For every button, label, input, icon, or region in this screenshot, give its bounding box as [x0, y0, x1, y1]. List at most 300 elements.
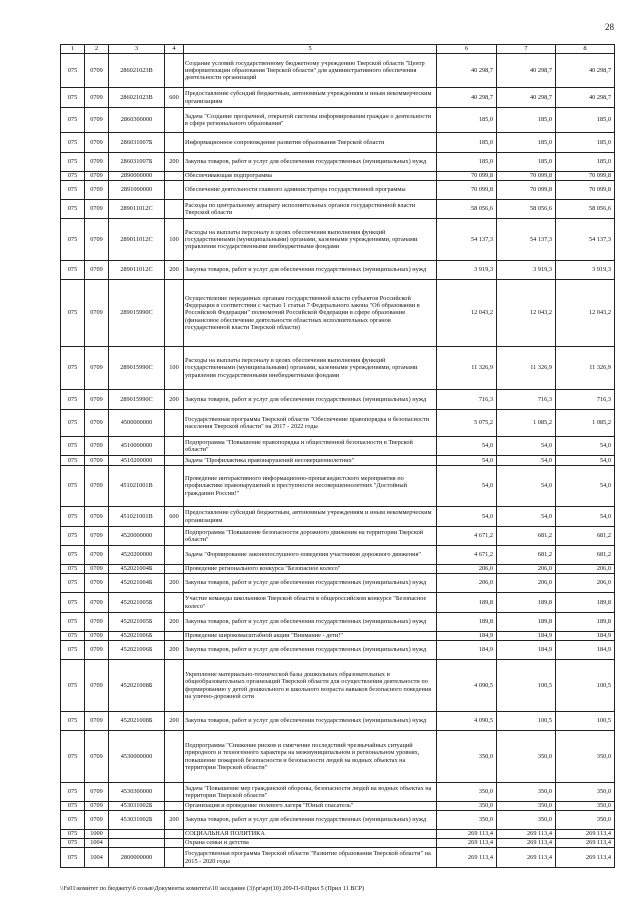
expense-type-cell — [165, 466, 184, 507]
amount-year1-cell: 269 113,4 — [437, 848, 497, 868]
amount-year3-cell: 40 298,7 — [556, 88, 615, 108]
amount-year1-cell: 12 043,2 — [437, 280, 497, 347]
expense-type-cell — [165, 848, 184, 868]
table-row — [61, 410, 615, 437]
table-row — [61, 712, 615, 731]
amount-year1-cell: 40 298,7 — [437, 54, 497, 88]
amount-year1-cell: 206,0 — [437, 565, 497, 574]
admin-code-cell: 075 — [61, 848, 85, 868]
admin-code-cell: 075 — [61, 593, 85, 613]
table-row — [61, 593, 615, 613]
amount-year3-cell: 54,0 — [556, 456, 615, 466]
description-cell: Охрана семьи и детства — [184, 839, 437, 848]
admin-code-cell: 075 — [61, 641, 85, 660]
admin-code-cell: 075 — [61, 347, 85, 390]
table-row — [61, 546, 615, 565]
section-code-cell: 0709 — [85, 437, 109, 456]
admin-code-cell: 075 — [61, 783, 85, 802]
section-code-cell: 0709 — [85, 731, 109, 783]
expense-type-cell: 200 — [165, 811, 184, 830]
admin-code-cell: 075 — [61, 88, 85, 108]
amount-year2-cell: 40 298,7 — [497, 54, 556, 88]
amount-year1-cell: 350,0 — [437, 811, 497, 830]
section-code-cell: 0709 — [85, 181, 109, 200]
expense-type-cell: 200 — [165, 390, 184, 410]
section-code-cell: 0709 — [85, 527, 109, 546]
amount-year1-cell: 350,0 — [437, 731, 497, 783]
admin-code-cell: 075 — [61, 632, 85, 641]
table-row — [61, 802, 615, 811]
amount-year3-cell: 269 113,4 — [556, 830, 615, 839]
amount-year1-cell: 54,0 — [437, 507, 497, 527]
budget-table — [60, 44, 615, 868]
description-cell: Подпрограмма "Повышение безопасности дорожного движения на территории Тверской области" — [184, 527, 437, 546]
section-code-cell: 0709 — [85, 811, 109, 830]
amount-year2-cell: 58 056,6 — [497, 200, 556, 219]
target-article-cell: 289011012С — [109, 219, 165, 261]
section-code-cell: 0709 — [85, 593, 109, 613]
description-cell: Государственная программа Тверской области "Развитие образования Тверской области" на 2015 - 2020 годы — [184, 848, 437, 868]
expense-type-cell — [165, 731, 184, 783]
amount-year1-cell: 189,8 — [437, 593, 497, 613]
amount-year2-cell: 100,5 — [497, 660, 556, 712]
admin-code-cell: 075 — [61, 410, 85, 437]
amount-year2-cell: 716,3 — [497, 390, 556, 410]
table-row — [61, 527, 615, 546]
expense-type-cell: 100 — [165, 219, 184, 261]
description-cell: Обеспечивающая подпрограмма — [184, 172, 437, 181]
expense-type-cell — [165, 108, 184, 133]
description-cell: Подпрограмма "Повышение правопорядка и общественной безопасности в Тверской области" — [184, 437, 437, 456]
description-cell: Закупка товаров, работ и услуг для обеспечения государственных (муниципальных) нужд — [184, 811, 437, 830]
column-header: 1 — [61, 45, 85, 54]
amount-year2-cell: 269 113,4 — [497, 848, 556, 868]
amount-year1-cell: 4 671,2 — [437, 546, 497, 565]
admin-code-cell: 075 — [61, 133, 85, 153]
table-row — [61, 172, 615, 181]
amount-year2-cell: 350,0 — [497, 811, 556, 830]
amount-year1-cell: 185,0 — [437, 133, 497, 153]
expense-type-cell — [165, 181, 184, 200]
target-article-cell: 2860300000 — [109, 108, 165, 133]
expense-type-cell — [165, 546, 184, 565]
table-row — [61, 88, 615, 108]
description-cell: Проведение регионального конкурса "Безопасное колесо" — [184, 565, 437, 574]
amount-year1-cell: 54,0 — [437, 456, 497, 466]
description-cell: Участие команды школьников Тверской области в общероссийском конкурсе "Безопасное колесо" — [184, 593, 437, 613]
amount-year3-cell: 350,0 — [556, 811, 615, 830]
table-row — [61, 830, 615, 839]
table-row — [61, 390, 615, 410]
amount-year2-cell: 54 137,3 — [497, 219, 556, 261]
amount-year1-cell: 4 090,5 — [437, 660, 497, 712]
section-code-cell: 0709 — [85, 280, 109, 347]
column-header: 8 — [556, 45, 615, 54]
target-article-cell: 452021006Б — [109, 632, 165, 641]
column-header: 3 — [109, 45, 165, 54]
section-code-cell: 0709 — [85, 200, 109, 219]
admin-code-cell: 075 — [61, 219, 85, 261]
table-row — [61, 54, 615, 88]
admin-code-cell: 075 — [61, 54, 85, 88]
amount-year1-cell: 70 099,8 — [437, 181, 497, 200]
expense-type-cell: 600 — [165, 507, 184, 527]
section-code-cell: 0709 — [85, 153, 109, 172]
expense-type-cell — [165, 839, 184, 848]
target-article-cell: 452021008Б — [109, 660, 165, 712]
admin-code-cell: 075 — [61, 437, 85, 456]
section-code-cell: 0709 — [85, 613, 109, 632]
amount-year2-cell: 206,0 — [497, 574, 556, 593]
admin-code-cell: 075 — [61, 731, 85, 783]
amount-year2-cell: 12 043,2 — [497, 280, 556, 347]
amount-year3-cell: 58 056,6 — [556, 200, 615, 219]
section-code-cell: 0709 — [85, 133, 109, 153]
section-code-cell: 0709 — [85, 712, 109, 731]
amount-year2-cell: 70 099,8 — [497, 181, 556, 200]
table-row — [61, 848, 615, 868]
column-header: 6 — [437, 45, 497, 54]
description-cell: Закупка товаров, работ и услуг для обеспечения государственных (муниципальных) нужд — [184, 574, 437, 593]
target-article-cell: 452021005Б — [109, 593, 165, 613]
amount-year3-cell: 189,8 — [556, 613, 615, 632]
expense-type-cell — [165, 660, 184, 712]
column-header: 2 — [85, 45, 109, 54]
amount-year3-cell: 70 099,8 — [556, 181, 615, 200]
amount-year1-cell: 350,0 — [437, 783, 497, 802]
amount-year3-cell: 100,5 — [556, 712, 615, 731]
amount-year3-cell: 54,0 — [556, 466, 615, 507]
expense-type-cell — [165, 200, 184, 219]
section-code-cell: 0709 — [85, 88, 109, 108]
amount-year3-cell: 681,2 — [556, 546, 615, 565]
section-code-cell: 0709 — [85, 802, 109, 811]
description-cell: Закупка товаров, работ и услуг для обеспечения государственных (муниципальных) нужд — [184, 261, 437, 280]
page-number: 28 — [605, 22, 614, 32]
admin-code-cell: 075 — [61, 466, 85, 507]
amount-year3-cell: 40 298,7 — [556, 54, 615, 88]
expense-type-cell — [165, 632, 184, 641]
target-article-cell: 452021008Б — [109, 712, 165, 731]
admin-code-cell: 075 — [61, 830, 85, 839]
target-article-cell: 2800000000 — [109, 848, 165, 868]
amount-year1-cell: 54 137,3 — [437, 219, 497, 261]
table-row — [61, 565, 615, 574]
admin-code-cell: 075 — [61, 613, 85, 632]
description-cell: Закупка товаров, работ и услуг для обеспечения государственных (муниципальных) нужд — [184, 613, 437, 632]
amount-year2-cell: 3 919,3 — [497, 261, 556, 280]
admin-code-cell: 075 — [61, 574, 85, 593]
section-code-cell: 0709 — [85, 456, 109, 466]
section-code-cell: 0709 — [85, 466, 109, 507]
table-row — [61, 839, 615, 848]
description-cell: Организация и проведение полевого лагеря "Юный спасатель" — [184, 802, 437, 811]
amount-year2-cell: 11 326,9 — [497, 347, 556, 390]
description-cell: Обеспечение деятельности главного администратора государственной программы — [184, 181, 437, 200]
admin-code-cell: 075 — [61, 660, 85, 712]
description-cell: СОЦИАЛЬНАЯ ПОЛИТИКА — [184, 830, 437, 839]
amount-year1-cell: 184,9 — [437, 641, 497, 660]
amount-year2-cell: 40 298,7 — [497, 88, 556, 108]
table-row — [61, 632, 615, 641]
expense-type-cell: 100 — [165, 347, 184, 390]
description-cell: Проведение интерактивного информационно-пропагандистского мероприятия по профилактике правонарушений и преступности несовершеннолетних "Достойный гражданин России!" — [184, 466, 437, 507]
amount-year2-cell: 54,0 — [497, 466, 556, 507]
section-code-cell: 0709 — [85, 410, 109, 437]
description-cell: Расходы на выплаты персоналу в целях обеспечения выполнения функций государственными (муниципальными) органами, казенными учреждениями, органами управления государственными внебюджетными фондами — [184, 347, 437, 390]
amount-year1-cell: 185,0 — [437, 108, 497, 133]
target-article-cell: 451021001В — [109, 507, 165, 527]
column-header: 5 — [184, 45, 437, 54]
target-article-cell: 289015990С — [109, 390, 165, 410]
admin-code-cell: 075 — [61, 565, 85, 574]
expense-type-cell — [165, 802, 184, 811]
target-article-cell — [109, 839, 165, 848]
amount-year3-cell: 185,0 — [556, 108, 615, 133]
amount-year3-cell: 269 113,4 — [556, 848, 615, 868]
table-row — [61, 574, 615, 593]
admin-code-cell: 075 — [61, 200, 85, 219]
section-code-cell: 0709 — [85, 660, 109, 712]
target-article-cell: 4510000000 — [109, 437, 165, 456]
amount-year2-cell: 1 085,2 — [497, 410, 556, 437]
section-code-cell: 1004 — [85, 848, 109, 868]
amount-year3-cell: 12 043,2 — [556, 280, 615, 347]
amount-year2-cell: 350,0 — [497, 802, 556, 811]
target-article-cell — [109, 830, 165, 839]
amount-year2-cell: 269 113,4 — [497, 830, 556, 839]
admin-code-cell: 075 — [61, 153, 85, 172]
expense-type-cell: 200 — [165, 641, 184, 660]
amount-year1-cell: 269 113,4 — [437, 830, 497, 839]
table-row — [61, 811, 615, 830]
amount-year3-cell: 206,0 — [556, 565, 615, 574]
expense-type-cell — [165, 456, 184, 466]
table-row — [61, 153, 615, 172]
description-cell: Закупка товаров, работ и услуг для обеспечения государственных (муниципальных) нужд — [184, 712, 437, 731]
amount-year1-cell: 4 090,5 — [437, 712, 497, 731]
amount-year1-cell: 58 056,6 — [437, 200, 497, 219]
table-row — [61, 613, 615, 632]
section-code-cell: 0709 — [85, 390, 109, 410]
description-cell: Закупка товаров, работ и услуг для обеспечения государственных (муниципальных) нужд — [184, 390, 437, 410]
target-article-cell: 4530000000 — [109, 731, 165, 783]
amount-year3-cell: 185,0 — [556, 153, 615, 172]
admin-code-cell: 075 — [61, 172, 85, 181]
admin-code-cell: 075 — [61, 390, 85, 410]
amount-year2-cell: 350,0 — [497, 731, 556, 783]
amount-year2-cell: 681,2 — [497, 546, 556, 565]
description-cell: Задача "Формирование законопослушного поведения участников дорожного движения" — [184, 546, 437, 565]
description-cell: Закупка товаров, работ и услуг для обеспечения государственных (муниципальных) нужд — [184, 153, 437, 172]
amount-year2-cell: 184,9 — [497, 632, 556, 641]
description-cell: Подпрограмма "Снижение рисков и смягчение последствий чрезвычайных ситуаций природного и техногенного характера на межмуниципальном и региональном уровнях, повышение пожарной безопасности и безопасности людей на водных объектах на территории Тверской области" — [184, 731, 437, 783]
expense-type-cell — [165, 565, 184, 574]
target-article-cell: 4520000000 — [109, 527, 165, 546]
section-code-cell: 0709 — [85, 172, 109, 181]
description-cell: Предоставление субсидий бюджетным, автономным учреждениям и иным некоммерческим организациям — [184, 507, 437, 527]
table-row — [61, 466, 615, 507]
section-code-cell: 0709 — [85, 632, 109, 641]
admin-code-cell: 075 — [61, 839, 85, 848]
section-code-cell: 0709 — [85, 54, 109, 88]
amount-year3-cell: 269 113,4 — [556, 839, 615, 848]
amount-year1-cell: 4 671,2 — [437, 527, 497, 546]
target-article-cell: 289015990С — [109, 347, 165, 390]
target-article-cell: 451021001В — [109, 466, 165, 507]
amount-year2-cell: 54,0 — [497, 437, 556, 456]
amount-year1-cell: 3 919,3 — [437, 261, 497, 280]
column-header: 4 — [165, 45, 184, 54]
amount-year3-cell: 206,0 — [556, 574, 615, 593]
amount-year2-cell: 184,9 — [497, 641, 556, 660]
amount-year3-cell: 3 919,3 — [556, 261, 615, 280]
target-article-cell: 452021006Б — [109, 641, 165, 660]
amount-year2-cell: 100,5 — [497, 712, 556, 731]
expense-type-cell — [165, 280, 184, 347]
amount-year3-cell: 1 085,2 — [556, 410, 615, 437]
amount-year1-cell: 185,0 — [437, 153, 497, 172]
amount-year1-cell: 716,3 — [437, 390, 497, 410]
amount-year2-cell: 189,8 — [497, 593, 556, 613]
amount-year2-cell: 189,8 — [497, 613, 556, 632]
amount-year1-cell: 350,0 — [437, 802, 497, 811]
table-row — [61, 507, 615, 527]
table-row — [61, 660, 615, 712]
amount-year3-cell: 184,9 — [556, 641, 615, 660]
amount-year2-cell: 350,0 — [497, 783, 556, 802]
target-article-cell: 453031002Б — [109, 802, 165, 811]
table-row — [61, 731, 615, 783]
amount-year3-cell: 54,0 — [556, 437, 615, 456]
description-cell: Государственная программа Тверской области "Обеспечение правопорядка и безопасности населения Тверской области" на 2017 - 2022 годы — [184, 410, 437, 437]
amount-year2-cell: 54,0 — [497, 507, 556, 527]
table-row — [61, 219, 615, 261]
admin-code-cell: 075 — [61, 280, 85, 347]
target-article-cell: 452021004Б — [109, 574, 165, 593]
section-code-cell: 0709 — [85, 347, 109, 390]
description-cell: Расходы по центральному аппарату исполнительных органов государственной власти Тверской области — [184, 200, 437, 219]
amount-year2-cell: 54,0 — [497, 456, 556, 466]
expense-type-cell: 200 — [165, 712, 184, 731]
amount-year3-cell: 185,0 — [556, 133, 615, 153]
target-article-cell: 289011012С — [109, 261, 165, 280]
amount-year1-cell: 11 326,9 — [437, 347, 497, 390]
admin-code-cell: 075 — [61, 802, 85, 811]
amount-year3-cell: 184,9 — [556, 632, 615, 641]
amount-year1-cell: 269 113,4 — [437, 839, 497, 848]
table-row — [61, 200, 615, 219]
table-header-row — [61, 45, 615, 54]
amount-year2-cell: 206,0 — [497, 565, 556, 574]
expense-type-cell — [165, 527, 184, 546]
target-article-cell: 286031007Б — [109, 153, 165, 172]
expense-type-cell: 200 — [165, 261, 184, 280]
amount-year3-cell: 70 099,8 — [556, 172, 615, 181]
amount-year1-cell: 54,0 — [437, 466, 497, 507]
amount-year2-cell: 70 099,8 — [497, 172, 556, 181]
admin-code-cell: 075 — [61, 507, 85, 527]
section-code-cell: 0709 — [85, 783, 109, 802]
amount-year3-cell: 100,5 — [556, 660, 615, 712]
table-row — [61, 641, 615, 660]
amount-year2-cell: 185,0 — [497, 133, 556, 153]
target-article-cell: 4500000000 — [109, 410, 165, 437]
amount-year2-cell: 185,0 — [497, 108, 556, 133]
admin-code-cell: 075 — [61, 108, 85, 133]
description-cell: Расходы на выплаты персоналу в целях обеспечения выполнения функций государственными (муниципальными) органами, казенными учреждениями, органами управления государственными внебюджетными фондами — [184, 219, 437, 261]
description-cell: Создание условий государственному бюджетному учреждению Тверской области "Центр информатизации образования Тверской области" для административного обеспечения деятельности организаций — [184, 54, 437, 88]
target-article-cell: 289015990С — [109, 280, 165, 347]
amount-year1-cell: 70 099,8 — [437, 172, 497, 181]
expense-type-cell — [165, 830, 184, 839]
amount-year3-cell: 716,3 — [556, 390, 615, 410]
section-code-cell: 0709 — [85, 219, 109, 261]
footer-file-path: \\Fs01\комитет по бюджету\6 созыв\Документы комитета\10 заседание (3)\pr\apr(10) 209-П-6\Прил 5 (Прил 11 ВСР) — [60, 885, 365, 892]
admin-code-cell: 075 — [61, 811, 85, 830]
expense-type-cell — [165, 593, 184, 613]
target-article-cell: 286031007Б — [109, 133, 165, 153]
amount-year3-cell: 350,0 — [556, 731, 615, 783]
section-code-cell: 0709 — [85, 565, 109, 574]
description-cell: Задача "Создание прозрачной, открытой системы информирования граждан о деятельности в сфере регионального образования" — [184, 108, 437, 133]
section-code-cell: 0709 — [85, 546, 109, 565]
target-article-cell: 4520200000 — [109, 546, 165, 565]
target-article-cell: 4530300000 — [109, 783, 165, 802]
description-cell: Предоставление субсидий бюджетным, автономным учреждениям и иным некоммерческим организациям — [184, 88, 437, 108]
amount-year3-cell: 54 137,3 — [556, 219, 615, 261]
amount-year3-cell: 189,8 — [556, 593, 615, 613]
section-code-cell: 0709 — [85, 641, 109, 660]
table-row — [61, 133, 615, 153]
expense-type-cell — [165, 410, 184, 437]
description-cell: Задача "Повышение мер гражданской обороны, безопасности людей на водных объектах на территории Тверской области" — [184, 783, 437, 802]
amount-year2-cell: 185,0 — [497, 153, 556, 172]
expense-type-cell: 600 — [165, 88, 184, 108]
amount-year1-cell: 184,9 — [437, 632, 497, 641]
table-row — [61, 261, 615, 280]
expense-type-cell — [165, 172, 184, 181]
expense-type-cell: 200 — [165, 153, 184, 172]
expense-type-cell: 200 — [165, 613, 184, 632]
table-row — [61, 108, 615, 133]
amount-year2-cell: 269 113,4 — [497, 839, 556, 848]
description-cell: Информационное сопровождение развития образования Тверской области — [184, 133, 437, 153]
section-code-cell: 0709 — [85, 507, 109, 527]
target-article-cell: 286021023В — [109, 88, 165, 108]
expense-type-cell — [165, 54, 184, 88]
amount-year2-cell: 681,2 — [497, 527, 556, 546]
amount-year1-cell: 5 075,2 — [437, 410, 497, 437]
section-code-cell: 1004 — [85, 839, 109, 848]
amount-year1-cell: 40 298,7 — [437, 88, 497, 108]
section-code-cell: 0709 — [85, 574, 109, 593]
expense-type-cell: 200 — [165, 574, 184, 593]
section-code-cell: 0709 — [85, 261, 109, 280]
description-cell: Укрепление материально-технической базы дошкольных образовательных и общеобразовательных организаций Тверской области для осуществления деятельности по формированию у детей дошкольного и школьного возраста навыков безопасного поведения на улично-дорожной сети — [184, 660, 437, 712]
admin-code-cell: 075 — [61, 712, 85, 731]
table-row — [61, 437, 615, 456]
admin-code-cell: 075 — [61, 456, 85, 466]
description-cell: Задача "Профилактика правонарушений несовершеннолетних" — [184, 456, 437, 466]
target-article-cell: 452021005Б — [109, 613, 165, 632]
column-header: 7 — [497, 45, 556, 54]
expense-type-cell — [165, 133, 184, 153]
table-row — [61, 347, 615, 390]
amount-year3-cell: 350,0 — [556, 783, 615, 802]
amount-year3-cell: 350,0 — [556, 802, 615, 811]
section-code-cell: 1000 — [85, 830, 109, 839]
